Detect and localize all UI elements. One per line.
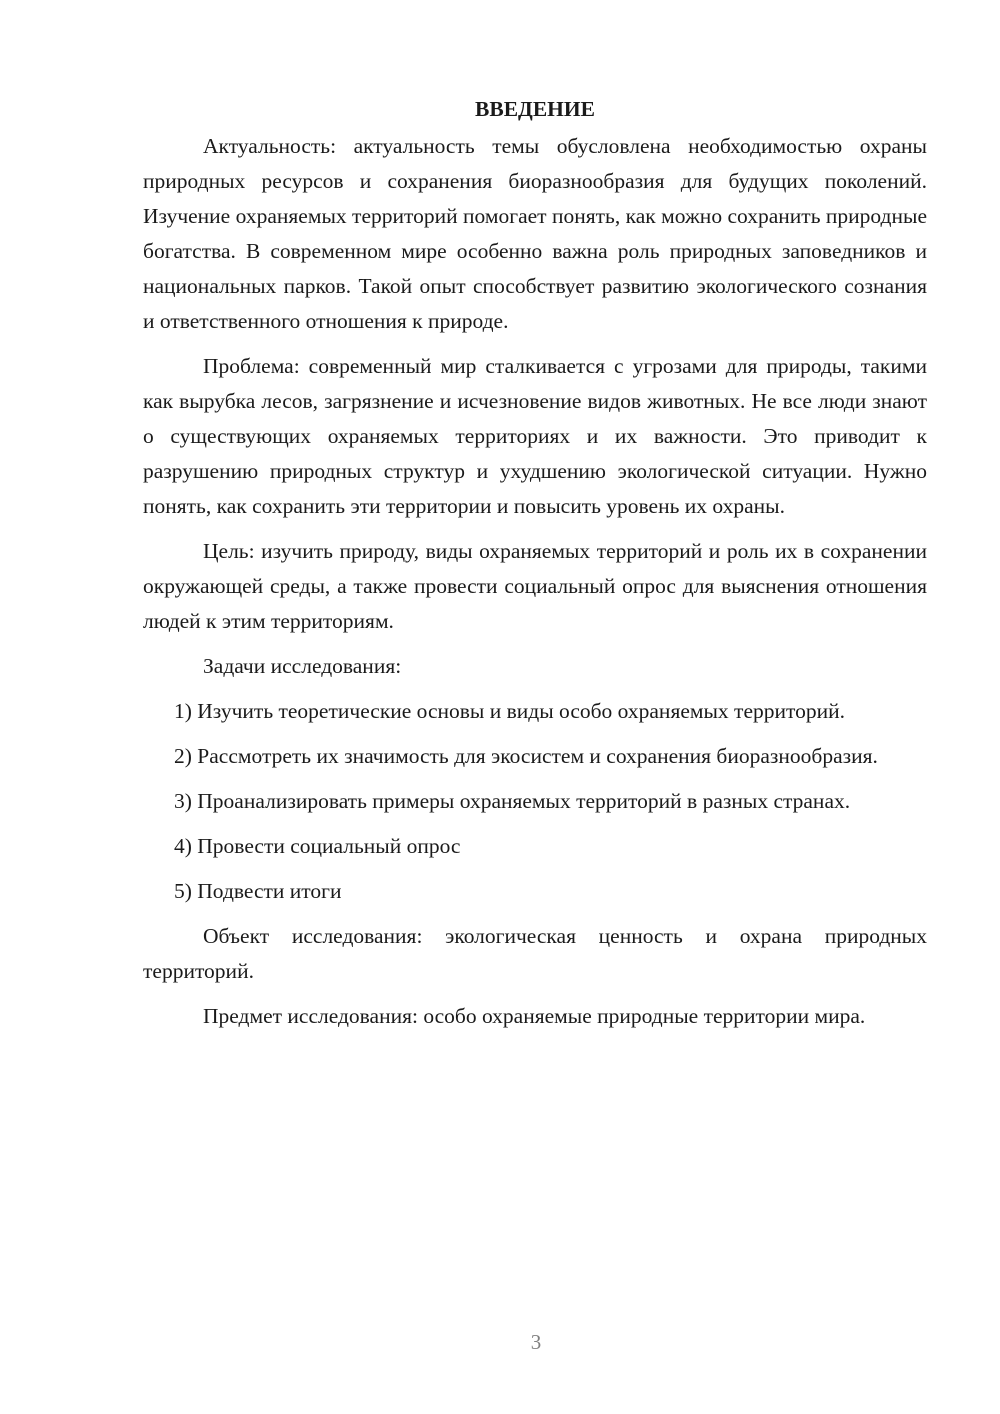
subject-paragraph: Предмет исследования: особо охраняемые природные территории мира. (203, 1004, 866, 1028)
page-content (143, 92, 927, 1044)
goal-paragraph: Цель: изучить природу, виды охраняемых территорий и роль их в сохранении окружающей среды, а также провести социальный опрос для выяснения отношения людей к этим территориям. (143, 539, 927, 633)
problem-paragraph: Проблема: современный мир сталкивается с угрозами для природы, такими как вырубка лесов, загрязнение и исчезновение видов животных. Не все люди знают о существующих охраняемых территориях и их важности. Это приводит к разрушению природных структур и ухудшению экологической ситуации. Нужно понять, как сохранить эти территории и повысить уровень их охраны. (143, 354, 927, 518)
task-item-1: 1) Изучить теоретические основы и виды особо охраняемых территорий. (174, 699, 845, 723)
object-paragraph: Объект исследования: экологическая ценность и охрана природных территорий. (143, 924, 927, 983)
task-item-2: 2) Рассмотреть их значимость для экосистем и сохранения биоразнообразия. (174, 744, 878, 768)
tasks-heading: Задачи исследования: (203, 654, 402, 678)
section-title: ВВЕДЕНИЕ (475, 97, 595, 121)
page-number: 3 (530, 1330, 542, 1354)
task-item-4: 4) Провести социальный опрос (174, 834, 461, 858)
task-item-5: 5) Подвести итоги (174, 879, 342, 903)
relevance-paragraph: Актуальность: актуальность темы обусловлена необходимостью охраны природных ресурсов и сохранения биоразнообразия для будущих поколений. Изучение охраняемых территорий помогает понять, как можно сохранить природные богатства. В современном мире особенно важна роль природных заповедников и национальных парков. Такой опыт способствует развитию экологического сознания и ответственного отношения к природе. (143, 134, 927, 333)
task-item-3: 3) Проанализировать примеры охраняемых территорий в разных странах. (174, 789, 851, 813)
